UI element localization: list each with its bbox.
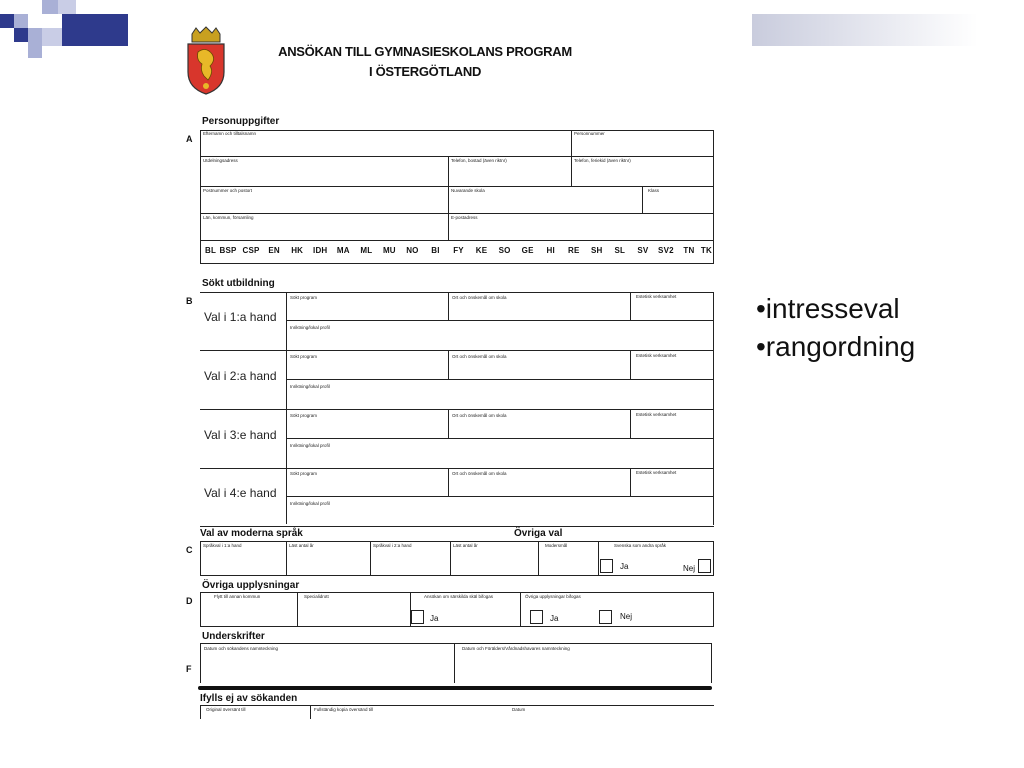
program-label: Sökt program — [290, 295, 318, 300]
special-reasons-label: Ansökan om särskilda skäl bifogas — [424, 594, 494, 599]
mother-tongue-label: Modersmål — [545, 543, 568, 548]
swedish-yes-label: Ja — [620, 562, 629, 571]
name-field-label: Efternamn och tilltalsnamn — [203, 131, 257, 136]
choice-col — [630, 410, 631, 438]
lang2-label: Språkval i 2:a hand — [373, 543, 412, 548]
title-gradient-bar — [752, 14, 978, 46]
aesthetic-label: Estetisk verksamhet — [636, 470, 677, 475]
copy-sent-label: Fullständig kopia översänd till — [314, 707, 374, 712]
subject-code: RE — [567, 246, 580, 255]
section-c-title: Val av moderna språk — [200, 528, 303, 539]
moved-label: Flytt till annan kommun — [214, 594, 261, 599]
section-f-letter: F — [186, 664, 192, 674]
subject-code: IDH — [313, 246, 328, 255]
choice-label: Val i 4:e hand — [204, 486, 277, 500]
original-sent-label: Original översänt till — [206, 707, 246, 712]
choice-col — [630, 468, 631, 496]
choice-col — [448, 468, 449, 496]
place-label: Ort och önskemål om skola — [452, 413, 507, 418]
years1-label: Läst antal år — [289, 543, 314, 548]
address-field-label: Utdelningsadress — [203, 158, 238, 163]
subject-code: SO — [498, 246, 511, 255]
section-a-title: Personuppgifter — [202, 116, 280, 127]
profile-label: Inriktning/lokal profil — [290, 443, 330, 448]
swedish-yes-checkbox[interactable] — [600, 559, 613, 573]
subject-code: EN — [268, 246, 280, 255]
profile-label: Inriktning/lokal profil — [290, 384, 330, 389]
choice-bottom — [200, 526, 714, 527]
program-label: Sökt program — [290, 471, 318, 476]
subject-code: BI — [431, 246, 440, 255]
swedish-no-checkbox[interactable] — [698, 559, 711, 573]
subject-code: MU — [382, 246, 396, 255]
county-crest-icon — [184, 26, 228, 96]
aesthetic-label: Estetisk verksamhet — [636, 412, 677, 417]
place-label: Ort och önskemål om skola — [452, 295, 507, 300]
program-label: Sökt program — [290, 354, 318, 359]
section-f-title: Underskrifter — [202, 631, 265, 642]
sport-label: Specialidrott — [304, 594, 329, 599]
choice-label: Val i 3:e hand — [204, 428, 277, 442]
choice-col — [630, 351, 631, 379]
choice-bottom — [200, 409, 714, 410]
choice-col — [448, 351, 449, 379]
place-label: Ort och önskemål om skola — [452, 471, 507, 476]
email-field-label: E-postadress — [451, 215, 478, 220]
profile-label: Inriktning/lokal profil — [290, 501, 330, 506]
subject-code: SV2 — [658, 246, 674, 255]
bullet-list — [756, 290, 915, 366]
section-b-title: Sökt utbildning — [202, 278, 275, 289]
aesthetic-label: Estetisk verksamhet — [636, 353, 677, 358]
subject-code: SH — [591, 246, 603, 255]
class-field-label: Klass — [648, 188, 660, 193]
choice-col — [630, 292, 631, 320]
section-c-letter: C — [186, 545, 193, 555]
subject-code: NO — [406, 246, 419, 255]
subject-code: TN — [683, 246, 695, 255]
section-b-letter: B — [186, 296, 193, 306]
applicant-signature-label: Datum och sökandens namnteckning — [204, 646, 279, 651]
choice-divider — [286, 320, 714, 321]
choice-divider — [286, 438, 714, 439]
subject-code: TK — [700, 246, 712, 255]
choice-bottom — [200, 350, 714, 351]
section-d-letter: D — [186, 596, 193, 606]
special-yes-checkbox[interactable] — [411, 610, 424, 624]
lang1-label: Språkval i 1:a hand — [203, 543, 242, 548]
special-yes-label: Ja — [430, 614, 439, 623]
program-label: Sökt program — [290, 413, 318, 418]
subject-code: SL — [614, 246, 626, 255]
choice-bottom — [200, 468, 714, 469]
subject-code: ML — [360, 246, 373, 255]
choice-col — [448, 410, 449, 438]
other-yes-checkbox[interactable] — [530, 610, 543, 624]
school-field-label: Nuvarande skola — [451, 188, 485, 193]
years2-label: Läst antal år — [453, 543, 478, 548]
postal-field-label: Postnummer och postort — [203, 188, 253, 193]
form-title-line1: ANSÖKAN TILL GYMNASIESKOLANS PROGRAM — [278, 44, 572, 59]
choice-divider — [286, 379, 714, 380]
other-attached-label: Övriga upplysningar bifogas — [525, 594, 581, 599]
other-no-checkbox[interactable] — [599, 610, 612, 624]
bullet-intresseval: •intresseval — [756, 293, 900, 324]
personal-info-table — [200, 130, 714, 264]
profile-label: Inriktning/lokal profil — [290, 325, 330, 330]
subject-code: HI — [546, 246, 555, 255]
aesthetic-label: Estetisk verksamhet — [636, 294, 677, 299]
phone-holiday-field-label: Telefon, feriekid (även riktnr) — [574, 158, 631, 163]
choice-divider — [286, 496, 714, 497]
pnr-field-label: Personnummer — [574, 131, 605, 136]
subject-code: KE — [475, 246, 488, 255]
other-yes-label: Ja — [550, 614, 559, 623]
form-title-line2: I ÖSTERGÖTLAND — [368, 64, 482, 79]
section-c-title-other: Övriga val — [514, 528, 563, 539]
guardian-signature-label: Datum och Förälders/Vårdnadshavares namnteckning — [462, 646, 570, 651]
swedish-second-label: Svenska som andra språk — [614, 543, 667, 548]
county-field-label: Län, kommun, församling — [203, 215, 254, 220]
choice-label: Val i 2:a hand — [204, 369, 277, 383]
section-a-letter: A — [186, 134, 193, 144]
subject-code: CSP — [242, 246, 260, 255]
subject-code: SV — [637, 246, 649, 255]
office-use-title: Ifylls ej av sökanden — [200, 693, 298, 704]
date-label: Datum — [512, 707, 526, 712]
subject-code: FY — [453, 246, 464, 255]
choice-col — [448, 292, 449, 320]
section-d-title: Övriga upplysningar — [202, 580, 300, 591]
other-no-label: Nej — [620, 612, 633, 621]
swedish-no-label: Nej — [683, 564, 696, 573]
form-title — [250, 42, 600, 82]
place-label: Ort och önskemål om skola — [452, 354, 507, 359]
bullet-rangordning: •rangordning — [756, 331, 916, 362]
phone-home-field-label: Telefon, bostad (även riktnr) — [451, 158, 507, 163]
subject-code: GE — [521, 246, 534, 255]
subject-code: BL — [205, 246, 217, 255]
choice-label: Val i 1:a hand — [204, 310, 277, 324]
subject-code: BSP — [219, 246, 237, 255]
subject-code: HK — [291, 246, 304, 255]
subject-code: MA — [336, 246, 350, 255]
thick-divider — [198, 686, 712, 690]
